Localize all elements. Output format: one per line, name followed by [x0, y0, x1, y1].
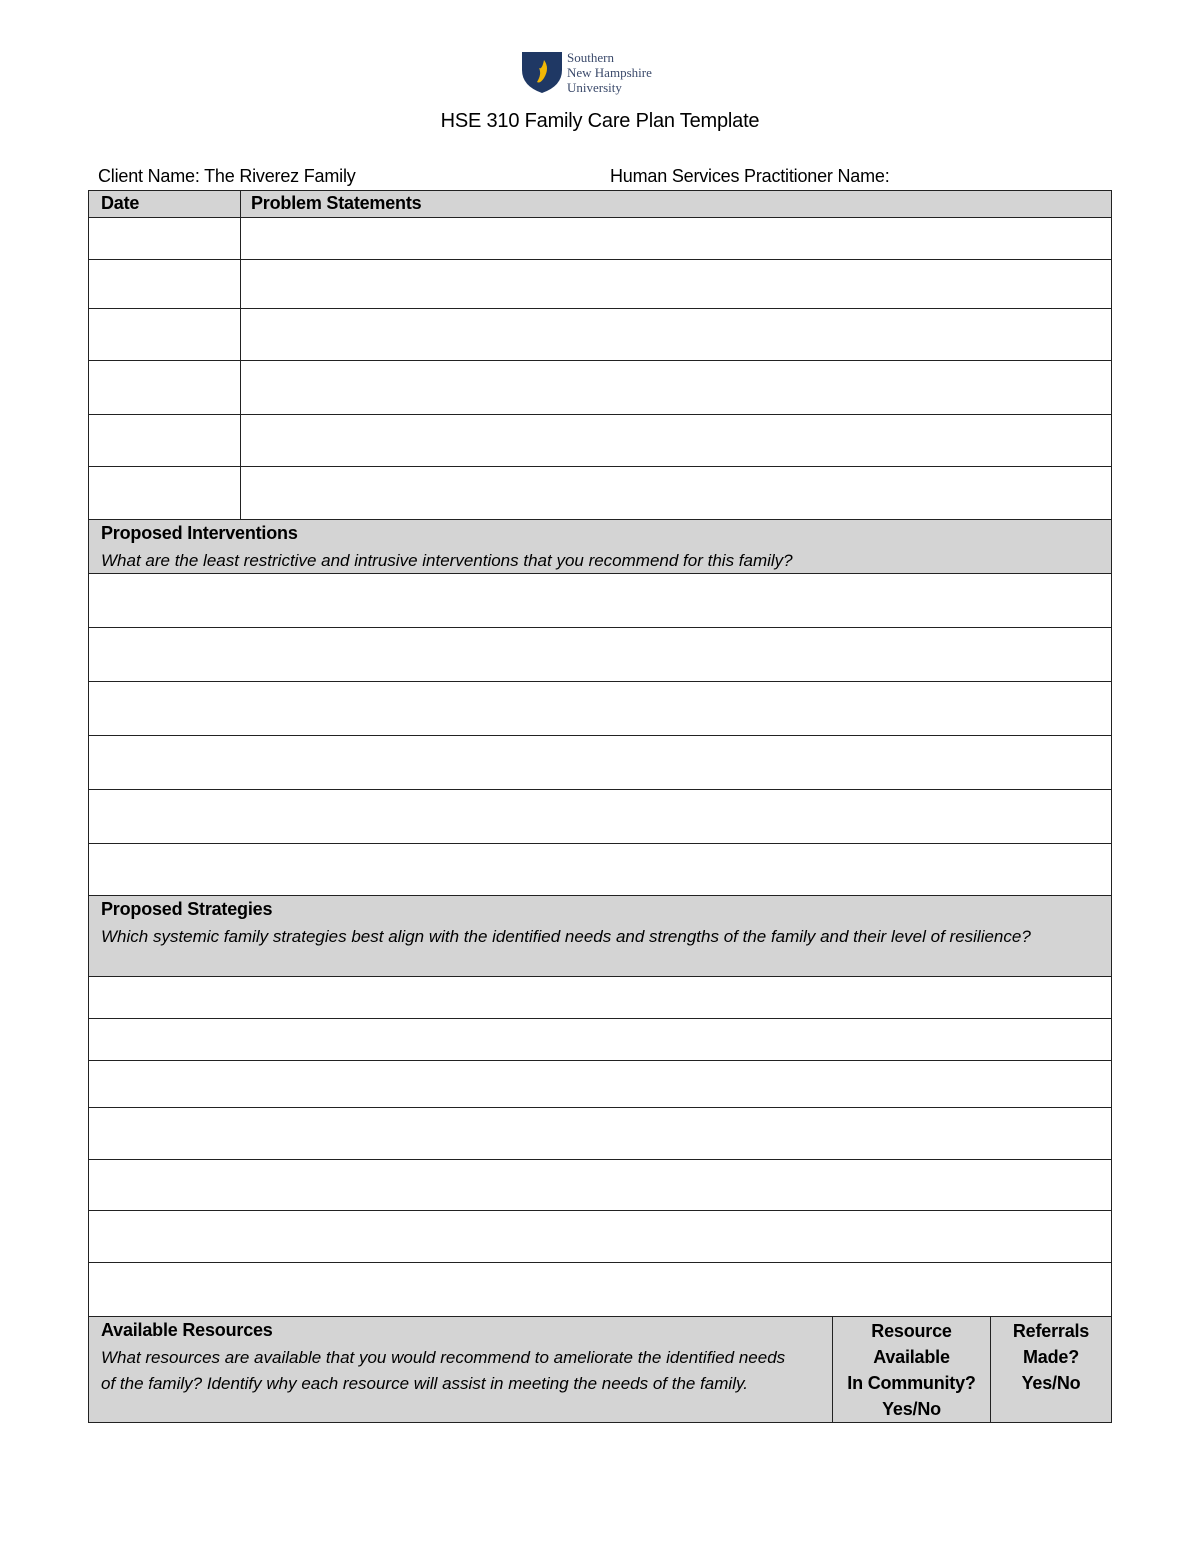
- problem-statement-cell[interactable]: [240, 308, 1112, 361]
- shield-flame-logo-icon: [520, 48, 564, 94]
- available-resources-section: [88, 1316, 1112, 1423]
- interventions-question: What are the least restrictive and intrusive interventions that you recommend for this family?: [101, 551, 793, 570]
- problem-statements-table: [88, 190, 1112, 520]
- problem-statement-cell[interactable]: [240, 360, 1112, 415]
- date-cell[interactable]: [88, 217, 241, 260]
- date-cell[interactable]: [88, 466, 241, 520]
- logo-line-3: University: [567, 80, 622, 95]
- strategy-row[interactable]: [88, 1018, 1112, 1061]
- resource-available-line-2: Available: [873, 1347, 950, 1367]
- document-title: HSE 310 Family Care Plan Template: [440, 110, 760, 132]
- university-logo: [520, 48, 690, 98]
- problem-statements-column-header: Problem Statements: [240, 190, 1112, 218]
- referrals-made-column-header: [990, 1316, 1112, 1423]
- problem-statement-cell[interactable]: [240, 217, 1112, 260]
- referrals-line-2: Made?: [1022, 1347, 1079, 1367]
- date-cell[interactable]: [88, 259, 241, 309]
- strategies-header: [88, 895, 1112, 977]
- strategy-row[interactable]: [88, 1060, 1112, 1108]
- strategy-row[interactable]: [88, 1210, 1112, 1263]
- practitioner-name-label: Human Services Practitioner Name:: [610, 166, 890, 186]
- strategies-heading: Proposed Strategies: [101, 899, 273, 919]
- problem-statement-cell[interactable]: [240, 259, 1112, 309]
- logo-wordmark: [567, 50, 652, 95]
- logo-line-1: Southern: [567, 50, 614, 65]
- client-name-label: Client Name: The Riverez Family: [98, 166, 356, 186]
- resource-available-line-4: Yes/No: [882, 1399, 941, 1419]
- problem-statement-cell[interactable]: [240, 466, 1112, 520]
- proposed-strategies-section: [88, 895, 1112, 1317]
- date-cell[interactable]: [88, 414, 241, 467]
- intervention-row[interactable]: [88, 681, 1112, 736]
- date-column-header: Date: [88, 190, 241, 218]
- logo-line-2: New Hampshire: [567, 65, 652, 80]
- date-cell[interactable]: [88, 360, 241, 415]
- strategy-row[interactable]: [88, 1107, 1112, 1160]
- strategy-row[interactable]: [88, 1159, 1112, 1211]
- resources-question: What resources are available that you would recommend to ameliorate the identified needs of the family? Identify why each resource will assist in meeting the needs of the family.: [101, 1348, 786, 1393]
- strategy-row[interactable]: [88, 976, 1112, 1019]
- resource-available-line-1: Resource: [871, 1321, 952, 1341]
- interventions-header: [88, 519, 1112, 574]
- interventions-heading: Proposed Interventions: [101, 523, 298, 543]
- resource-available-line-3: In Community?: [847, 1373, 976, 1393]
- intervention-row[interactable]: [88, 573, 1112, 628]
- intervention-row[interactable]: [88, 735, 1112, 790]
- strategies-question: Which systemic family strategies best align with the identified needs and strengths of the family and their level of resilience?: [101, 927, 1031, 946]
- resources-heading: Available Resources: [101, 1320, 273, 1340]
- referrals-line-1: Referrals: [1012, 1321, 1090, 1341]
- resource-available-column-header: [832, 1316, 991, 1423]
- proposed-interventions-section: [88, 519, 1112, 896]
- problem-statement-cell[interactable]: [240, 414, 1112, 467]
- intervention-row[interactable]: [88, 843, 1112, 896]
- resources-header: [88, 1316, 833, 1423]
- strategy-row[interactable]: [88, 1262, 1112, 1317]
- intervention-row[interactable]: [88, 789, 1112, 844]
- referrals-line-3: Yes/No: [1021, 1373, 1081, 1393]
- date-cell[interactable]: [88, 308, 241, 361]
- intervention-row[interactable]: [88, 627, 1112, 682]
